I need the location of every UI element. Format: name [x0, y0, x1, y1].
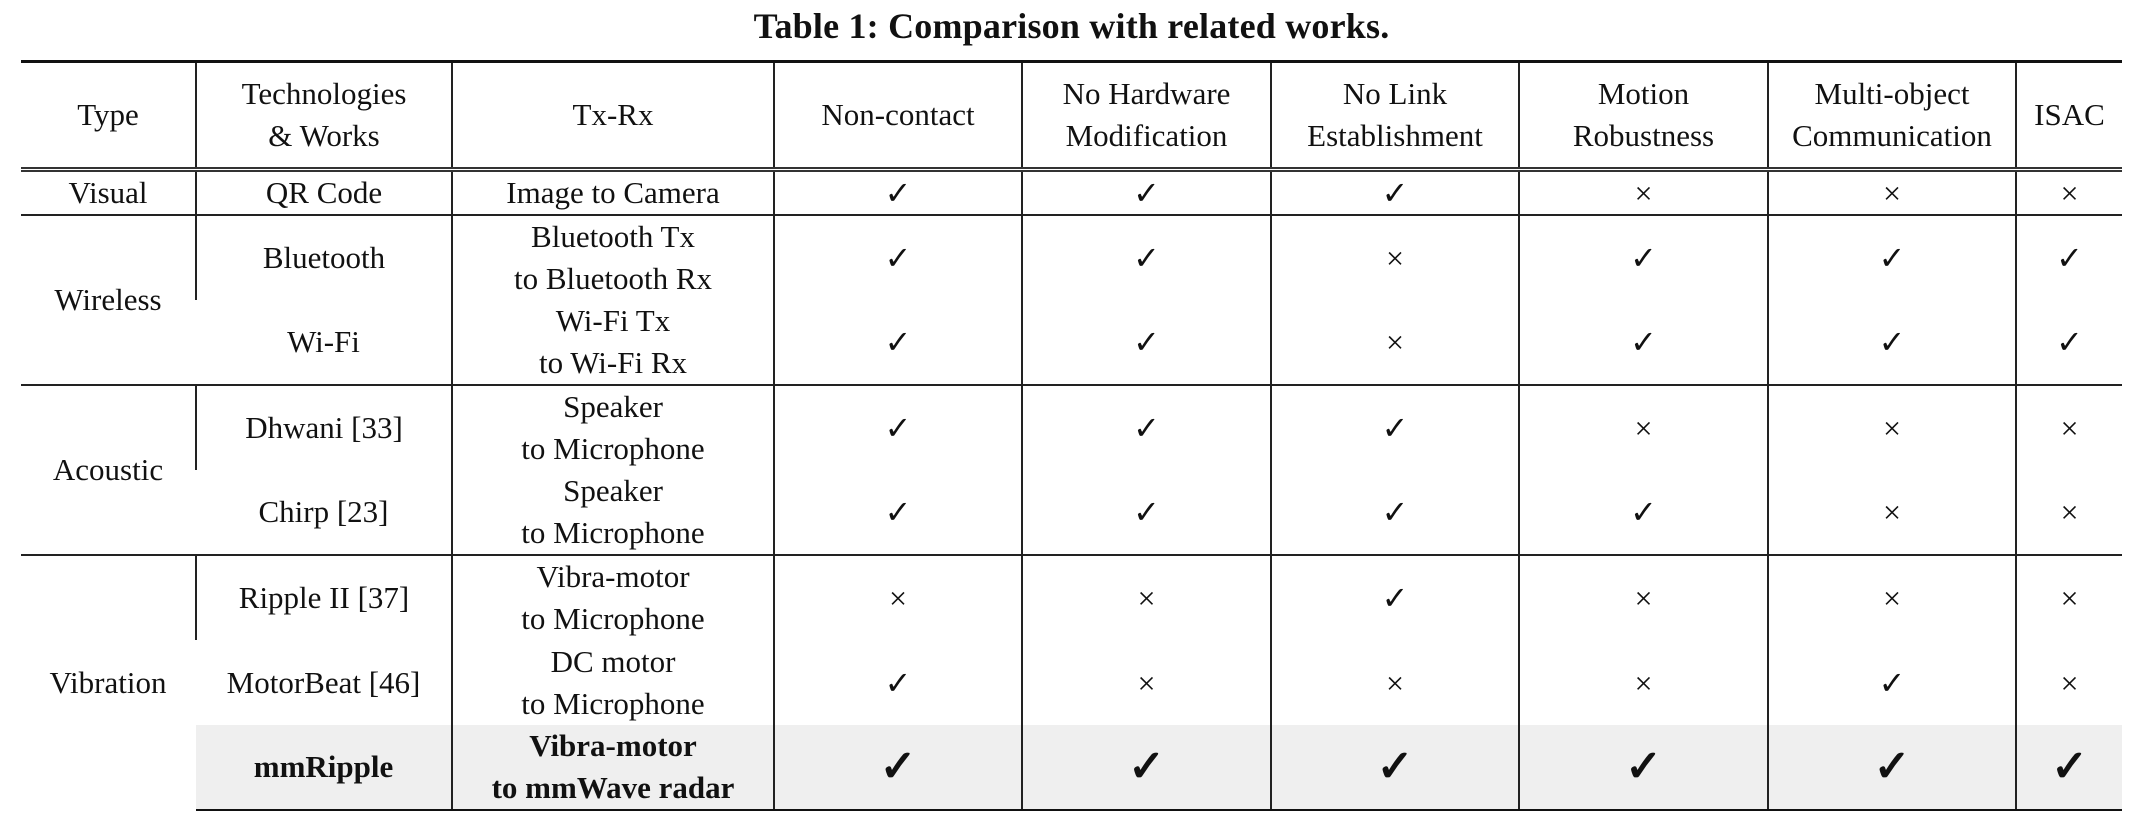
header-isac: ISAC: [2016, 62, 2122, 170]
mark-cell: ×: [2016, 640, 2122, 725]
txrx-line2: to Microphone: [521, 685, 705, 721]
mark-cell: ×: [1519, 385, 1768, 470]
txrx-line2: to Bluetooth Rx: [513, 261, 713, 296]
mark-cell: ✓: [1271, 555, 1519, 640]
tech-cell: Wi-Fi: [287, 324, 360, 359]
mark-cell: ✓: [2016, 725, 2122, 810]
txrx-line1: Vibra-motor: [536, 559, 690, 594]
mark-cell: ✓: [1271, 385, 1519, 470]
tech-cell: QR Code: [196, 170, 452, 216]
header-no-link-line2: Establishment: [1307, 118, 1483, 153]
txrx-cell: [452, 725, 774, 810]
mark-cell: ✓: [1022, 470, 1271, 555]
table-row: [21, 640, 2122, 725]
header-no-hardware: [1022, 62, 1271, 170]
txrx-cell: [452, 555, 774, 640]
header-motion-line2: Robustness: [1572, 118, 1715, 153]
group-label-visual: Visual: [21, 170, 196, 216]
mark-cell: ×: [2016, 385, 2122, 470]
txrx-line1: Vibra-motor: [529, 728, 697, 763]
header-motion: [1519, 62, 1768, 170]
tech-cell: Bluetooth: [196, 215, 452, 300]
txrx-line1: Wi-Fi Tx: [555, 303, 671, 338]
mark-cell: ✓: [1271, 470, 1519, 555]
table-row-highlighted: [21, 725, 2122, 810]
mark-cell: ×: [2016, 470, 2122, 555]
table-row: [21, 170, 2122, 216]
mark-cell: ×: [1519, 170, 1768, 216]
header-technologies-line2: & Works: [268, 118, 380, 153]
mark-cell: ✓: [1768, 640, 2016, 725]
mark-cell: ✓: [1271, 725, 1519, 810]
header-multi-object-line1: Multi-object: [1814, 76, 1970, 111]
mark-cell: ×: [1768, 555, 2016, 640]
header-type: Type: [21, 62, 196, 170]
mark-cell: ✓: [1022, 725, 1271, 810]
group-label-wireless: Wireless: [21, 215, 196, 385]
tech-cell: Dhwani [33]: [196, 385, 452, 470]
txrx-cell: [452, 215, 774, 300]
mark-cell: ✓: [774, 300, 1022, 385]
txrx-cell: [452, 385, 774, 470]
header-no-link: [1271, 62, 1519, 170]
tech-cell: mmRipple: [196, 725, 452, 810]
mark-cell: ×: [1768, 385, 2016, 470]
mark-cell: ✓: [774, 170, 1022, 216]
mark-cell: ×: [1022, 640, 1271, 725]
txrx-cell: Image to Camera: [452, 170, 774, 216]
mark-cell: ×: [774, 555, 1022, 640]
mark-cell: ✓: [1519, 215, 1768, 300]
table-row: [21, 300, 2122, 385]
mark-cell: ✓: [774, 640, 1022, 725]
header-motion-line1: Motion: [1597, 76, 1690, 111]
tech-cell: MotorBeat [46]: [226, 664, 421, 700]
mark-cell: ✓: [1768, 215, 2016, 300]
txrx-cell: [452, 470, 774, 555]
header-multi-object-line2: Communication: [1792, 118, 1992, 153]
header-technologies: [196, 62, 452, 170]
header-no-hardware-line1: No Hardware: [1062, 76, 1231, 111]
txrx-line1: Speaker: [563, 473, 663, 508]
mark-cell: ×: [1768, 170, 2016, 216]
mark-cell: ✓: [1519, 470, 1768, 555]
mark-cell: ✓: [774, 385, 1022, 470]
mark-cell: ×: [1022, 555, 1271, 640]
mark-cell: ✓: [2016, 215, 2122, 300]
mark-cell: ×: [1519, 555, 1768, 640]
table-row: [21, 215, 2122, 300]
mark-cell: ✓: [774, 215, 1022, 300]
table-row: [21, 555, 2122, 640]
txrx-line1: Bluetooth Tx: [531, 219, 695, 254]
header-no-hardware-line2: Modification: [1065, 118, 1228, 153]
mark-cell: ✓: [1519, 300, 1768, 385]
mark-cell: ✓: [1768, 300, 2016, 385]
txrx-line1: Speaker: [563, 389, 663, 424]
header-no-link-line1: No Link: [1342, 76, 1448, 111]
mark-cell: ✓: [1022, 300, 1271, 385]
mark-cell: ✓: [1271, 170, 1519, 216]
txrx-line2: to Microphone: [521, 601, 705, 636]
mark-cell: ×: [1768, 470, 2016, 555]
txrx-line2: to Microphone: [521, 431, 705, 466]
mark-cell: ×: [1519, 640, 1768, 725]
tech-cell: Ripple II [37]: [196, 555, 452, 640]
header-technologies-line1: Technologies: [241, 76, 407, 111]
mark-cell: ×: [1271, 215, 1519, 300]
comparison-table: [21, 60, 2122, 811]
table-caption: Table 1: Comparison with related works.: [753, 6, 1390, 46]
mark-cell: ×: [1271, 640, 1519, 725]
mark-cell: ✓: [1022, 170, 1271, 216]
mark-cell: ✓: [774, 470, 1022, 555]
mark-cell: ✓: [774, 725, 1022, 810]
header-row: [21, 62, 2122, 170]
group-label-vibration: Vibration: [21, 555, 196, 810]
mark-cell: ✓: [1022, 385, 1271, 470]
mark-cell: ✓: [2016, 300, 2122, 385]
mark-cell: ✓: [1022, 215, 1271, 300]
mark-cell: ×: [2016, 555, 2122, 640]
table-row: [21, 470, 2122, 555]
txrx-line2: to Wi-Fi Rx: [538, 345, 688, 380]
tech-cell: Chirp [23]: [258, 494, 389, 529]
mark-cell: ✓: [1768, 725, 2016, 810]
header-multi-object: [1768, 62, 2016, 170]
txrx-line1: DC motor: [550, 643, 676, 679]
header-txrx: Tx-Rx: [452, 62, 774, 170]
group-label-acoustic: Acoustic: [21, 385, 196, 555]
table-row: [21, 385, 2122, 470]
txrx-line2: to mmWave radar: [491, 770, 735, 805]
txrx-line2: to Microphone: [521, 515, 705, 550]
header-non-contact: Non-contact: [774, 62, 1022, 170]
txrx-cell: [452, 300, 774, 385]
mark-cell: ×: [1271, 300, 1519, 385]
mark-cell: ×: [2016, 170, 2122, 216]
txrx-cell: [452, 640, 774, 725]
mark-cell: ✓: [1519, 725, 1768, 810]
